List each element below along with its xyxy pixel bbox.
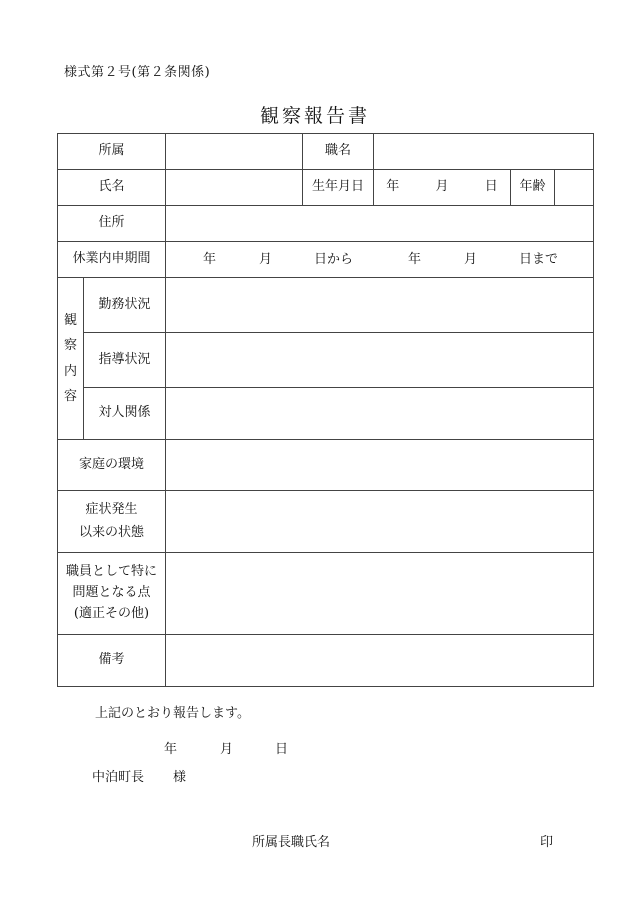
office-head-name-label: 所属長職氏名 [252, 835, 331, 850]
name-label: 氏名 [58, 170, 166, 206]
age-field[interactable] [555, 170, 594, 206]
birthdate-month: 月 [435, 179, 449, 195]
table-row [58, 440, 594, 491]
document-title: 観察報告書 [259, 105, 370, 127]
leave-period-field[interactable] [166, 242, 594, 278]
table-row [58, 278, 594, 333]
addressee-honorific: 様 [173, 770, 187, 785]
report-table [57, 133, 594, 687]
remarks-label: 備考 [58, 635, 166, 687]
table-row [58, 206, 594, 242]
affiliation-field[interactable] [166, 134, 303, 170]
period-until: 日まで [519, 251, 559, 267]
issues-label: 職員として特に 問題となる点 (適正その他) [58, 553, 166, 635]
interpersonal-field[interactable] [166, 388, 594, 440]
remarks-field[interactable] [166, 635, 594, 687]
period-year-end: 年 [408, 251, 422, 267]
leave-period-label: 休業内申期間 [58, 242, 166, 278]
observation-content-label: 観 察 内 容 [58, 278, 84, 440]
period-from: 日から [314, 251, 354, 267]
age-label: 年齢 [511, 170, 555, 206]
family-env-label: 家庭の環境 [58, 440, 166, 491]
date-month: 月 [220, 742, 234, 757]
symptom-label: 症状発生 以来の状態 [58, 491, 166, 553]
symptom-field[interactable] [166, 491, 594, 553]
address-field[interactable] [166, 206, 594, 242]
table-row [58, 491, 594, 553]
table-row [58, 333, 594, 388]
guidance-status-label: 指導状況 [84, 333, 166, 388]
address-label: 住所 [58, 206, 166, 242]
addressee: 中泊町長 [92, 770, 145, 785]
date-day: 日 [275, 742, 289, 757]
table-row [58, 134, 594, 170]
table-row [58, 388, 594, 440]
affiliation-label: 所属 [58, 134, 166, 170]
issues-field[interactable] [166, 553, 594, 635]
name-field[interactable] [166, 170, 303, 206]
table-row [58, 242, 594, 278]
job-title-field[interactable] [374, 134, 594, 170]
job-title-label: 職名 [303, 134, 374, 170]
birthdate-day: 日 [484, 179, 498, 195]
table-row [58, 553, 594, 635]
table-row [58, 170, 594, 206]
period-month-end: 月 [464, 251, 478, 267]
table-row [58, 635, 594, 687]
interpersonal-label: 対人関係 [84, 388, 166, 440]
birthdate-label: 生年月日 [303, 170, 374, 206]
closing-statement: 上記のとおり報告します。 [95, 706, 250, 721]
work-status-label: 勤務状況 [84, 278, 166, 333]
date-year: 年 [164, 742, 178, 757]
birthdate-field[interactable] [374, 170, 511, 206]
guidance-status-field[interactable] [166, 333, 594, 388]
birthdate-year: 年 [386, 179, 400, 195]
work-status-field[interactable] [166, 278, 594, 333]
seal-mark: 印 [540, 835, 554, 850]
form-number: 様式第２号(第２条関係) [64, 65, 211, 80]
period-year-start: 年 [203, 251, 217, 267]
family-env-field[interactable] [166, 440, 594, 491]
period-month-start: 月 [259, 251, 273, 267]
